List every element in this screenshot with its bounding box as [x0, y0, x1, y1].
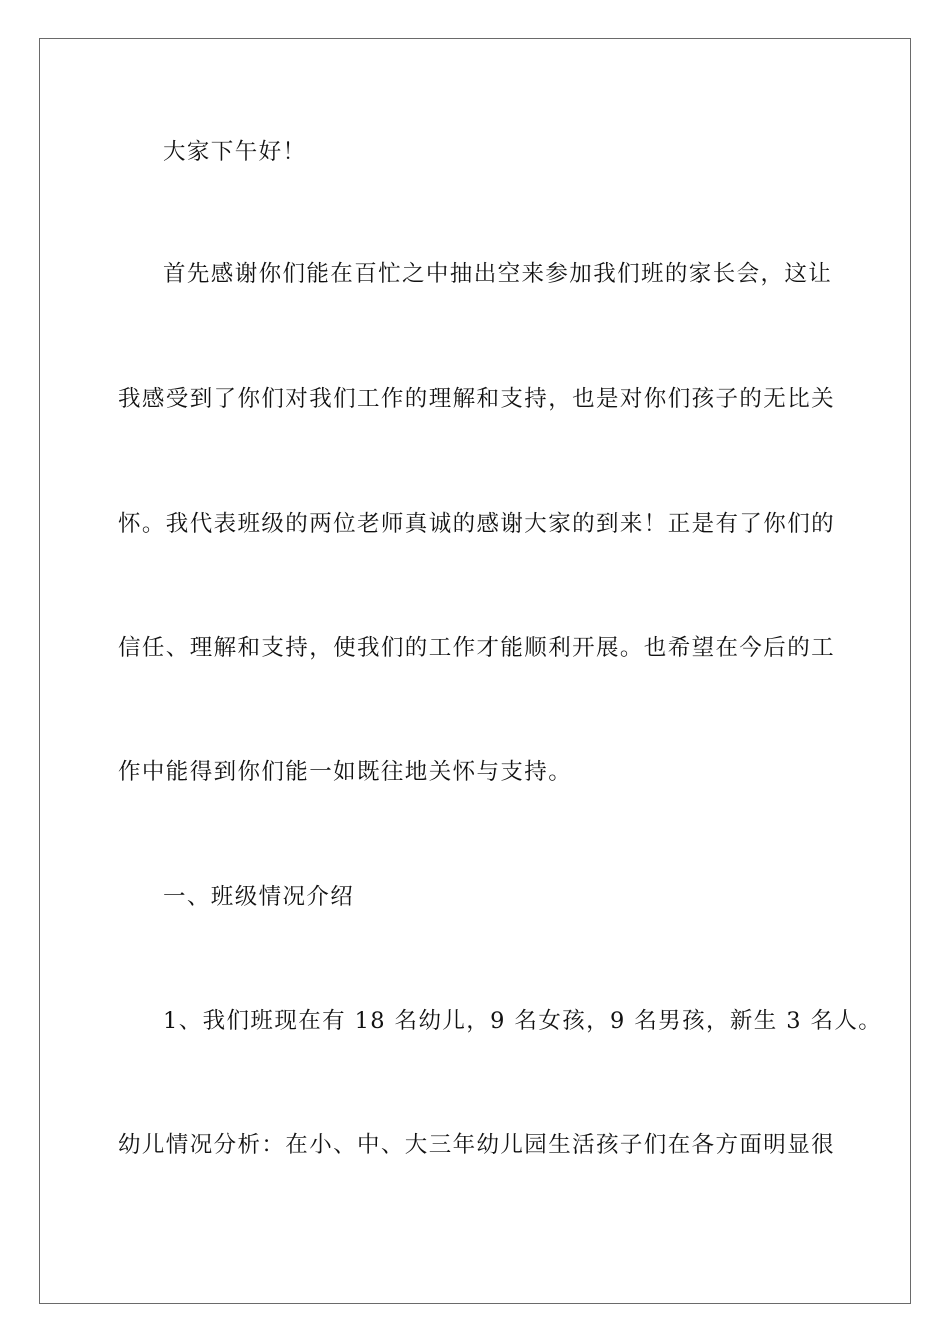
paragraph-line: 首先感谢你们能在百忙之中抽出空来参加我们班的家长会，这让 [163, 261, 833, 287]
greeting-line: 大家下午好！ [163, 139, 307, 165]
page-border [39, 38, 911, 1304]
section-heading: 一、班级情况介绍 [163, 884, 355, 910]
paragraph-line: 幼儿情况分析：在小、中、大三年幼儿园生活孩子们在各方面明显很 [118, 1132, 836, 1158]
paragraph-line: 1、我们班现在有 18 名幼儿，9 名女孩，9 名男孩，新生 3 名人。 [163, 1008, 883, 1034]
paragraph-line: 信任、理解和支持，使我们的工作才能顺利开展。也希望在今后的工 [118, 635, 836, 661]
paragraph-line: 作中能得到你们能一如既往地关怀与支持。 [118, 759, 573, 785]
paragraph-line: 怀。我代表班级的两位老师真诚的感谢大家的到来！正是有了你们的 [118, 511, 836, 537]
paragraph-line: 我感受到了你们对我们工作的理解和支持，也是对你们孩子的无比关 [118, 386, 836, 412]
